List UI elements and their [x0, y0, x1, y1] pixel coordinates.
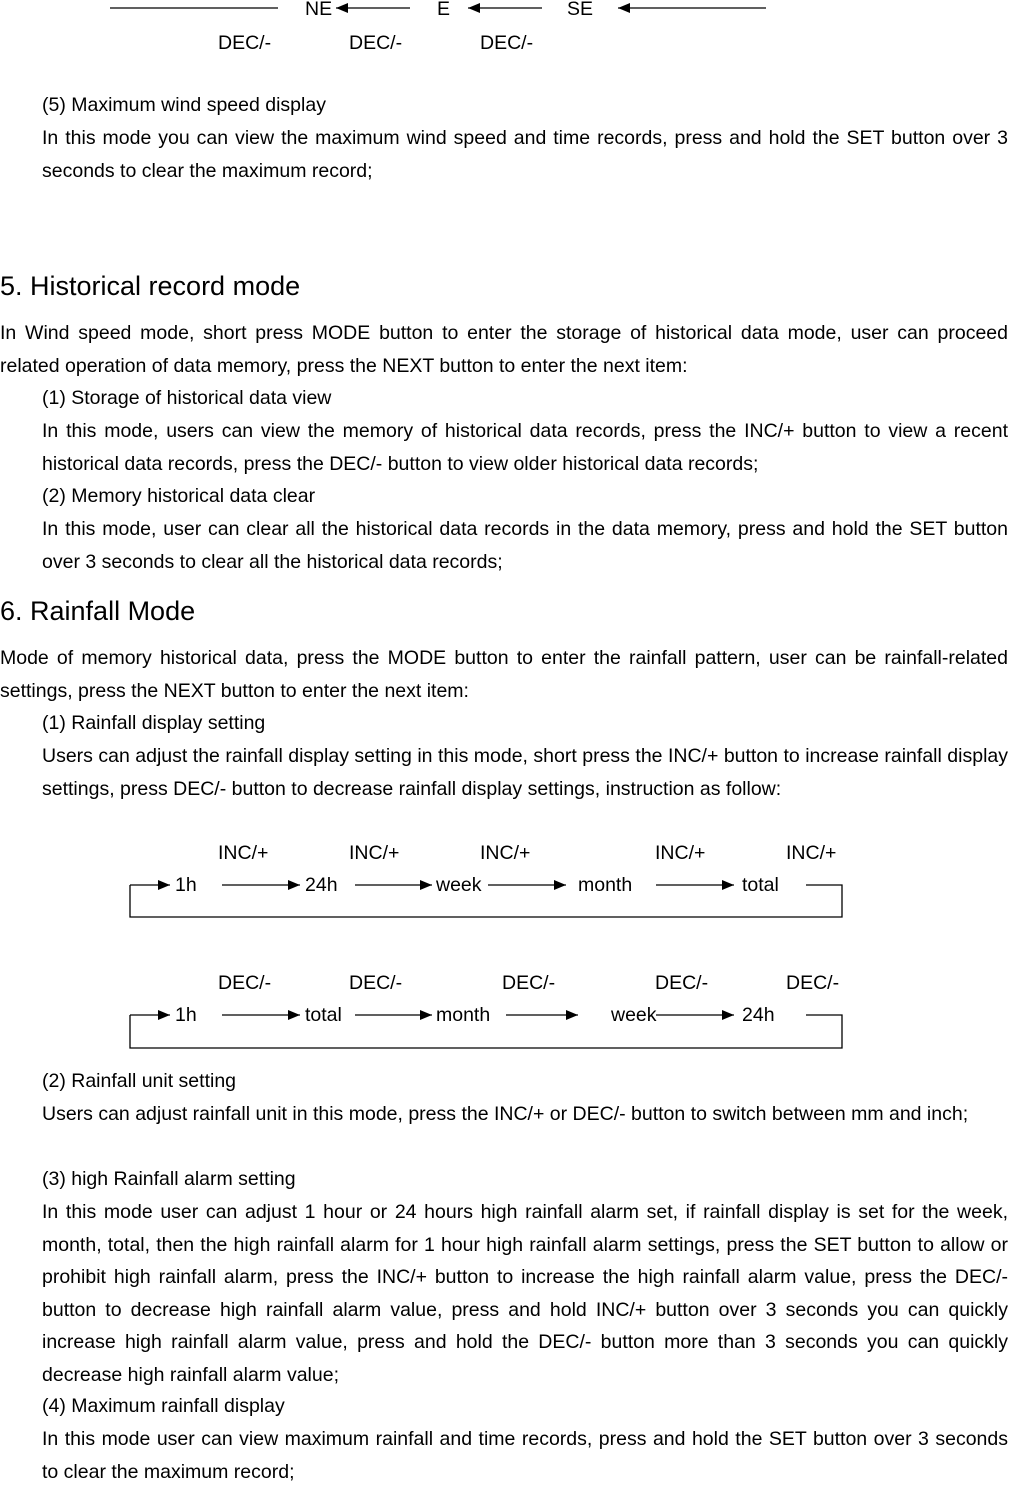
paragraph: In this mode, user can clear all the historical data records in the data memory, press and hold the SET button over 3 seconds to clear all the historical data records; [42, 518, 1008, 573]
subsection-heading: (5) Maximum wind speed display [42, 94, 326, 116]
button-label: DEC/- [655, 972, 709, 994]
state-label: total [305, 1004, 342, 1026]
paragraph: In this mode user can view maximum rainfall and time records, press and hold the SET button over 3 seconds to clear the maximum record; [42, 1428, 1008, 1483]
button-label: INC/+ [480, 842, 531, 864]
paragraph: In this mode user can adjust 1 hour or 24 hours high rainfall alarm set, if rainfall display is set for the week, month, total, then the high rainfall alarm for 1 hour high rainfall alarm settings, press the SET button to allow or prohibit high rainfall alarm, press the INC/+ button to increase the high rainfall alarm value, press the DEC/- button to decrease high rainfall alarm value, press and hold INC/+ button over 3 seconds you can quickly increase high rainfall alarm value, press and hold the DEC/- button more than 3 seconds you can quickly decrease high rainfall alarm value; [42, 1201, 1008, 1386]
subsection-heading: (4) Maximum rainfall display [42, 1395, 285, 1417]
state-label: 1h [175, 1004, 197, 1026]
paragraph: In this mode, users can view the memory of historical data records, press the INC/+ button to view a recent historical data records, press the DEC/- button to view older historical data records; [42, 420, 1008, 475]
paragraph: Mode of memory historical data, press the MODE button to enter the rainfall pattern, user can be rainfall-related settings, press the NEXT button to enter the next item: [0, 647, 1008, 702]
paragraph: In Wind speed mode, short press MODE button to enter the storage of historical data mode, user can proceed related operation of data memory, press the NEXT button to enter the next item: [0, 322, 1008, 377]
section-title: 6. Rainfall Mode [0, 596, 196, 626]
state-label: total [742, 874, 779, 896]
button-label: INC/+ [786, 842, 837, 864]
subsection-heading: (1) Rainfall display setting [42, 712, 266, 734]
state-label: month [578, 874, 633, 896]
subsection-heading: (3) high Rainfall alarm setting [42, 1168, 296, 1190]
subsection-heading: (2) Rainfall unit setting [42, 1070, 237, 1092]
inc-loop [130, 885, 842, 917]
state-label: 1h [175, 874, 197, 896]
state-label: 24h [305, 874, 338, 896]
button-label: INC/+ [218, 842, 269, 864]
button-label: DEC/- [786, 972, 840, 994]
button-label: INC/+ [655, 842, 706, 864]
paragraph: In this mode you can view the maximum wind speed and time records, press and hold the SET button over 3 seconds to clear the maximum record; [42, 127, 1008, 182]
button-label: DEC/- [349, 972, 403, 994]
subsection-heading: (1) Storage of historical data view [42, 387, 332, 409]
button-label: DEC/- [480, 32, 534, 54]
button-label: DEC/- [218, 32, 272, 54]
direction-label: SE [567, 0, 594, 20]
button-label: DEC/- [218, 972, 272, 994]
direction-label: NE [305, 0, 333, 20]
subsection-heading: (2) Memory historical data clear [42, 485, 316, 507]
paragraph: Users can adjust rainfall unit in this mode, press the INC/+ or DEC/- button to switch between mm and inch; [42, 1103, 969, 1125]
state-label: 24h [742, 1004, 775, 1026]
paragraph: Users can adjust the rainfall display setting in this mode, short press the INC/+ button to increase rainfall display settings, press DEC/- button to decrease rainfall display settings, instruction as follow: [42, 745, 1008, 800]
state-label: week [611, 1004, 657, 1026]
button-label: DEC/- [502, 972, 556, 994]
button-label: DEC/- [349, 32, 403, 54]
button-label: INC/+ [349, 842, 400, 864]
section-title: 5. Historical record mode [0, 271, 301, 301]
state-label: month [436, 1004, 491, 1026]
direction-label: E [437, 0, 451, 20]
state-label: week [436, 874, 482, 896]
